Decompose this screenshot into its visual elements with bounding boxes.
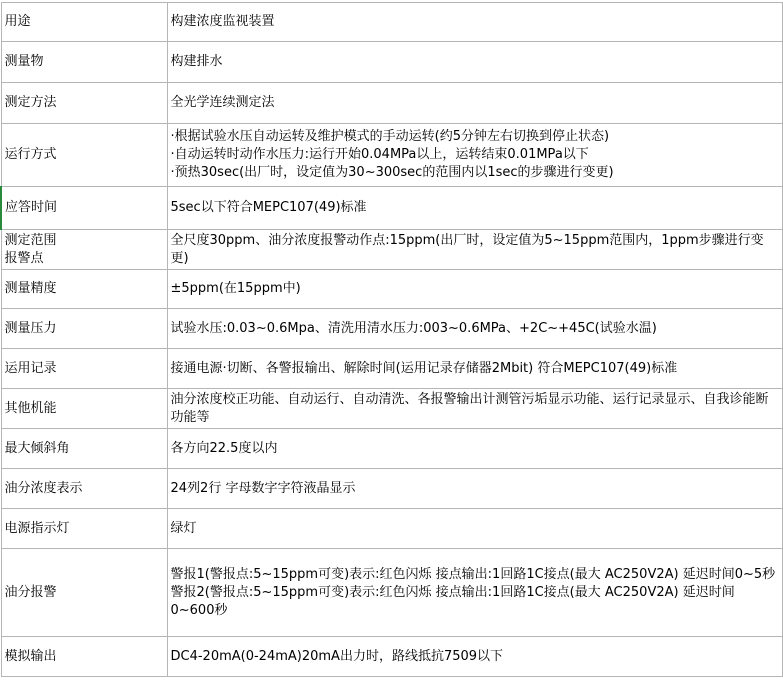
value-line: 警报2(警报点:5~15ppm可变)表示:红色闪烁 接点输出:1回路1C接点(最大 AC250V2A) 延迟时间0~600秒 xyxy=(170,584,735,618)
value-line: ±5ppm(在15ppm中) xyxy=(170,281,301,296)
row-label-oil-alarm: 油分报警 xyxy=(1,549,167,637)
row-value-operation-record xyxy=(167,349,782,389)
value-line: DC4-20mA(0-24mA)20mA出力时，路线抵抗7509以下 xyxy=(170,648,504,664)
value-line: 构建排水 xyxy=(170,54,223,69)
row-value-measured-object xyxy=(167,42,782,83)
value-line: 全光学连续测定法 xyxy=(170,95,275,110)
label-line: 测定范围 报警点 xyxy=(4,232,57,266)
table-row xyxy=(1,309,782,349)
row-label-range-alarm xyxy=(1,230,167,270)
table-row xyxy=(1,83,782,124)
table-row xyxy=(1,124,782,187)
row-label-operation-record: 运用记录 xyxy=(1,349,167,389)
value-line: 构建浓度监视装置 xyxy=(170,14,275,29)
row-label-accuracy: 测量精度 xyxy=(1,270,167,309)
value-line: 绿灯 xyxy=(170,520,197,536)
row-value-oil-display xyxy=(167,469,782,509)
value-line: 油分浓度校正功能、自动运行、自动清洗、各报警输出计测管污垢显示功能、运行记录显示、自我诊能断功能等 xyxy=(170,391,769,425)
table-row xyxy=(1,3,782,42)
table-row xyxy=(1,429,782,469)
value-line: 接通电源·切断、各警报输出、解除时间(运用记录存储器2Mbit) 符合MEPC107(49)标准 xyxy=(170,360,678,376)
table-row xyxy=(1,549,782,637)
row-label-other-functions: 其他机能 xyxy=(1,389,167,429)
value-line: ·自动运转时动作水压力:运行开始0.04MPa以上，运转结束0.01MPa以下 xyxy=(170,147,589,162)
table-row xyxy=(1,230,782,270)
row-label-response-time: 应答时间 xyxy=(1,187,167,230)
row-value-range-alarm xyxy=(167,230,782,270)
row-value-response-time xyxy=(167,187,782,230)
table-row xyxy=(1,389,782,429)
table-row xyxy=(1,469,782,509)
row-value-accuracy xyxy=(167,270,782,309)
row-label-usage: 用途 xyxy=(1,3,167,42)
table-row xyxy=(1,509,782,549)
row-value-power-indicator xyxy=(167,509,782,549)
table-row xyxy=(1,637,782,677)
row-value-analog-output xyxy=(167,637,782,677)
row-label-oil-display: 油分浓度表示 xyxy=(1,469,167,509)
value-line: 警报1(警报点:5~15ppm可变)表示:红色闪烁 接点输出:1回路1C接点(最大 AC250V2A) 延迟时间0~5秒 xyxy=(170,566,776,582)
row-label-power-indicator: 电源指示灯 xyxy=(1,509,167,549)
table-row xyxy=(1,349,782,389)
row-value-method xyxy=(167,83,782,124)
row-value-usage xyxy=(167,3,782,42)
row-value-oil-alarm xyxy=(167,549,782,637)
value-line: ·根据试验水压自动运转及维护模式的手动运转(约5分钟左右切换到停止状态) xyxy=(170,129,610,144)
row-value-operation-mode xyxy=(167,124,782,187)
row-value-pressure xyxy=(167,309,782,349)
row-label-operation-mode: 运行方式 xyxy=(1,124,167,187)
spec-table xyxy=(0,2,783,677)
table-row xyxy=(1,187,782,230)
spec-table-body xyxy=(1,3,782,677)
value-line: 各方向22.5度以内 xyxy=(170,440,278,456)
table-row xyxy=(1,42,782,83)
row-label-analog-output: 模拟输出 xyxy=(1,637,167,677)
value-line: 5sec以下符合MEPC107(49)标准 xyxy=(170,200,367,215)
value-line: 24列2行 字母数字字符液晶显示 xyxy=(170,480,356,496)
row-label-measured-object: 测量物 xyxy=(1,42,167,83)
row-value-max-tilt xyxy=(167,429,782,469)
value-line: ·预热30sec(出厂时，设定值为30~300sec的范围内以1sec的步骤进行变更) xyxy=(170,165,614,180)
row-value-other-functions xyxy=(167,389,782,429)
value-line: 试验水压:0.03~0.6Mpa、清洗用清水压力:003~0.6MPa、+2C~+45C(试验水温) xyxy=(170,320,657,336)
row-label-method: 测定方法 xyxy=(1,83,167,124)
row-label-pressure: 测量压力 xyxy=(1,309,167,349)
table-row xyxy=(1,270,782,309)
value-line: 全尺度30ppm、油分浓度报警动作点:15ppm(出厂时，设定值为5~15ppm范围内，1ppm步骤进行变更) xyxy=(170,232,764,266)
row-label-max-tilt: 最大倾斜角 xyxy=(1,429,167,469)
